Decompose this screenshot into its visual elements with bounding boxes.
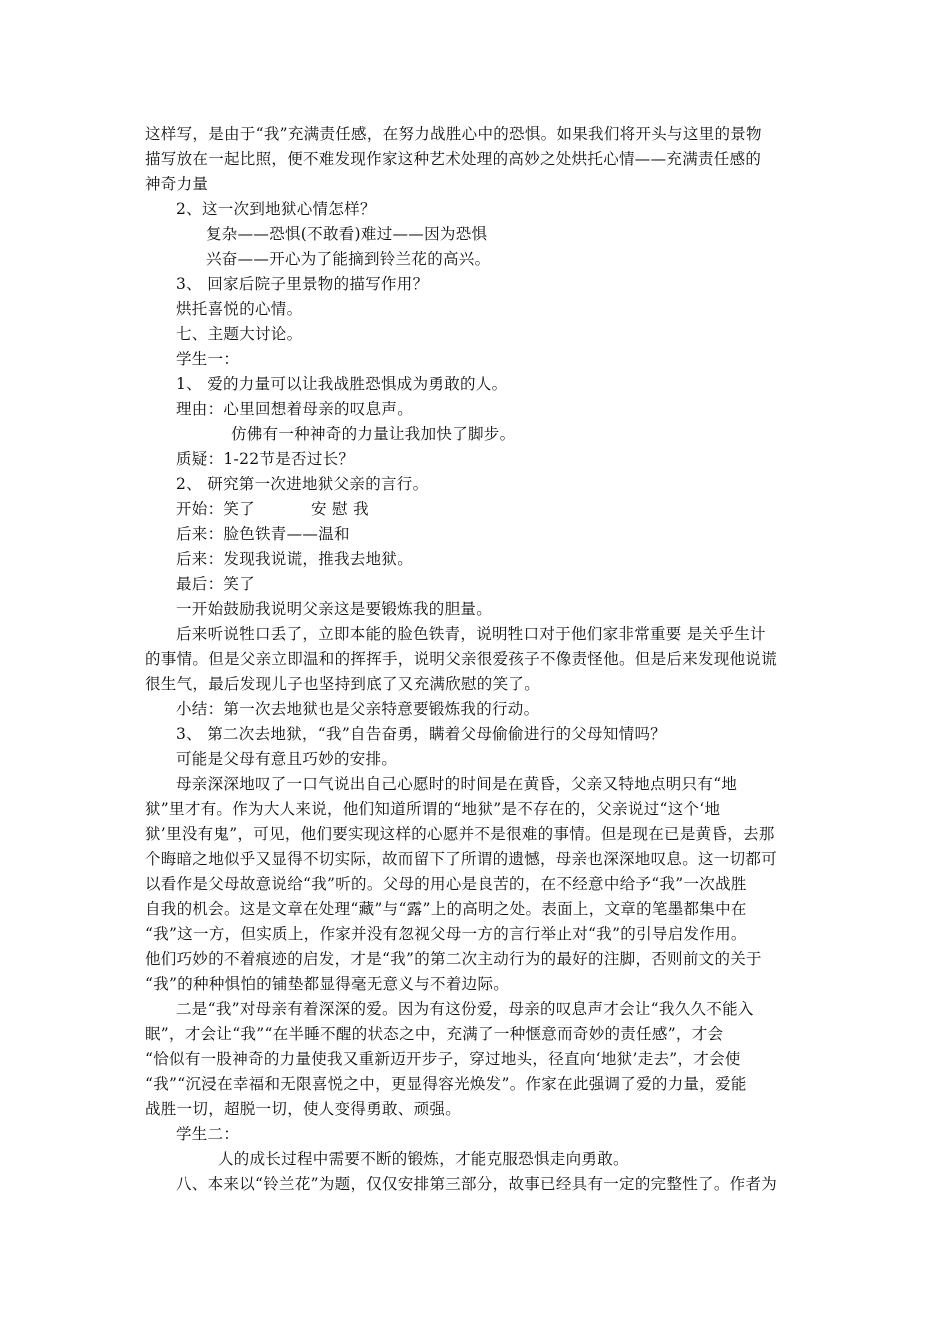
- text-line: 1、 爱的力量可以让我战胜恐惧成为勇敢的人。: [176, 375, 508, 393]
- text-line: 一开始鼓励我说明父亲这是要锻炼我的胆量。: [176, 600, 493, 618]
- text-line: 他们巧妙的不着痕迹的启发，才是“我”的第二次主动行为的最好的注脚，否则前文的关于: [145, 950, 762, 968]
- text-line: 狱’里没有鬼”，可见，他们要实现这样的心愿并不是很难的事情。但是现在已是黄昏，去那: [145, 825, 775, 843]
- text-line: 质疑：1-22节是否过长？: [176, 450, 355, 468]
- text-line: 神奇力量: [145, 175, 209, 193]
- text-line: 后来：发现我说谎，推我去地狱。: [176, 550, 414, 568]
- question-2: 2、这一次到地狱心情怎样？: [176, 200, 376, 218]
- text-line: 可能是父母有意且巧妙的安排。: [176, 750, 398, 768]
- text-line: 后来听说牲口丢了，立即本能的脸色铁青，说明牲口对于他们家非常重要 是关乎生计: [176, 625, 766, 643]
- text-line: 后来：脸色铁青——温和: [176, 525, 350, 543]
- text-line: 很生气，最后发现儿子也坚持到底了又充满欣慰的笑了。: [145, 675, 541, 693]
- text-line: 人的成长过程中需要不断的锻炼，才能克服恐惧走向勇敢。: [218, 1150, 629, 1168]
- text-line: 复杂——恐惧(不敢看)难过——因为恐惧: [206, 225, 488, 243]
- text-fragment: 安 慰 我: [311, 500, 369, 518]
- text-line: [176, 499, 369, 519]
- text-line: 兴奋——开心为了能摘到铃兰花的高兴。: [206, 250, 491, 268]
- text-line: 母亲深深地叹了一口气说出自己心愿时的时间是在黄昏，父亲又特地点明只有“地: [176, 775, 738, 793]
- student-label: 学生一：: [176, 350, 240, 368]
- text-line: 这样写，是由于“我”充满责任感，在努力战胜心中的恐惧。如果我们将开头与这里的景物: [145, 125, 762, 143]
- text-line: 仿佛有一种神奇的力量让我加快了脚步。: [231, 425, 516, 443]
- text-line: 烘托喜悦的心情。: [176, 300, 303, 318]
- text-line: 战胜一切，超脱一切，使人变得勇敢、顽强。: [145, 1100, 462, 1118]
- text-line: 二是“我”对母亲有着深深的爱。因为有这份爱，母亲的叹息声才会让“我久久不能入: [176, 1000, 754, 1018]
- text-line: 狱”里才有。作为大人来说，他们知道所谓的“地狱”是不存在的，父亲说过“这个‘地: [145, 800, 721, 818]
- text-line: 个晦暗之地似乎又显得不切实际，故而留下了所谓的遗憾，母亲也深深地叹息。这一切都可: [145, 850, 778, 868]
- text-line: 最后：笑了: [176, 575, 256, 593]
- question-3: 3、 回家后院子里景物的描写作用？: [176, 275, 429, 293]
- text-line: 3、 第二次去地狱，“我”自告奋勇，瞒着父母偷偷进行的父母知情吗？: [176, 725, 667, 743]
- text-line: 小结：第一次去地狱也是父亲特意要锻炼我的行动。: [176, 700, 540, 718]
- section-heading: 七、主题大讨论。: [176, 325, 303, 343]
- section-heading: 八、本来以“铃兰花”为题，仅仅安排第三部分，故事已经具有一定的完整性了。作者为: [176, 1175, 778, 1193]
- text-line: 眠”，才会让“我”“在半睡不醒的状态之中，充满了一种惬意而奇妙的责任感”，才会: [145, 1025, 724, 1043]
- text-line: 描写放在一起比照，便不难发现作家这种艺术处理的高妙之处烘托心情——充满责任感的: [145, 150, 762, 168]
- text-fragment: 开始：笑了: [176, 500, 256, 518]
- text-line: “我”这一方，但实质上，作家并没有忽视父母一方的言行举止对“我”的引导启发作用。: [145, 925, 747, 943]
- student-label: 学生二：: [176, 1125, 240, 1143]
- text-line: “我”“沉浸在幸福和无限喜悦之中，更显得容光焕发”。作家在此强调了爱的力量，爱能: [145, 1075, 747, 1093]
- text-line: 自我的机会。这是文章在处理“藏”与“露”上的高明之处。表面上，文章的笔墨都集中在: [145, 900, 747, 918]
- text-line: 2、 研究第一次进地狱父亲的言行。: [176, 475, 429, 493]
- text-line: 以看作是父母故意说给“我”听的。父母的用心是良苦的，在不经意中给予“我”一次战胜: [145, 875, 747, 893]
- text-line: 的事情。但是父亲立即温和的挥挥手，说明父亲很爱孩子不像责怪他。但是后来发现他说谎: [145, 650, 778, 668]
- text-line: “我”的种种惧怕的铺垫都显得毫无意义与不着边际。: [145, 975, 510, 993]
- text-line: 理由：心里回想着母亲的叹息声。: [176, 400, 414, 418]
- text-line: “恰似有一股神奇的力量使我又重新迈开步子，穿过地头，径直向‘地狱’走去”，才会使: [145, 1050, 741, 1068]
